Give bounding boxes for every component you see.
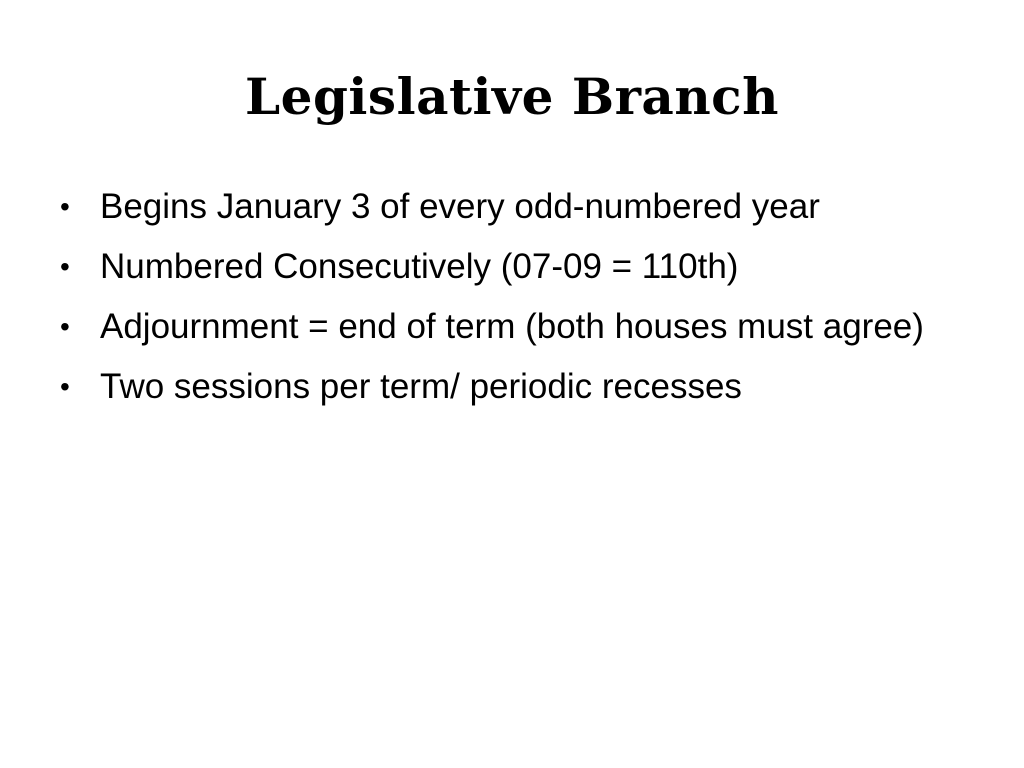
bullet-item — [56, 302, 961, 352]
bullet-text: Adjournment = end of term (both houses must agree) — [100, 307, 924, 346]
bullet-list — [56, 182, 961, 422]
bullet-dot-icon: • — [60, 251, 70, 282]
bullet-dot-icon: • — [60, 371, 70, 402]
bullet-item — [56, 362, 961, 412]
bullet-dot-icon: • — [60, 191, 70, 222]
bullet-text: Begins January 3 of every odd-numbered year — [100, 187, 820, 226]
bullet-dot-icon: • — [60, 311, 70, 342]
bullet-item — [56, 182, 961, 232]
bullet-text: Numbered Consecutively (07-09 = 110th) — [100, 247, 739, 286]
bullet-item — [56, 242, 961, 292]
slide-title: Legislative Branch — [245, 67, 779, 126]
bullet-text: Two sessions per term/ periodic recesses — [100, 367, 742, 406]
